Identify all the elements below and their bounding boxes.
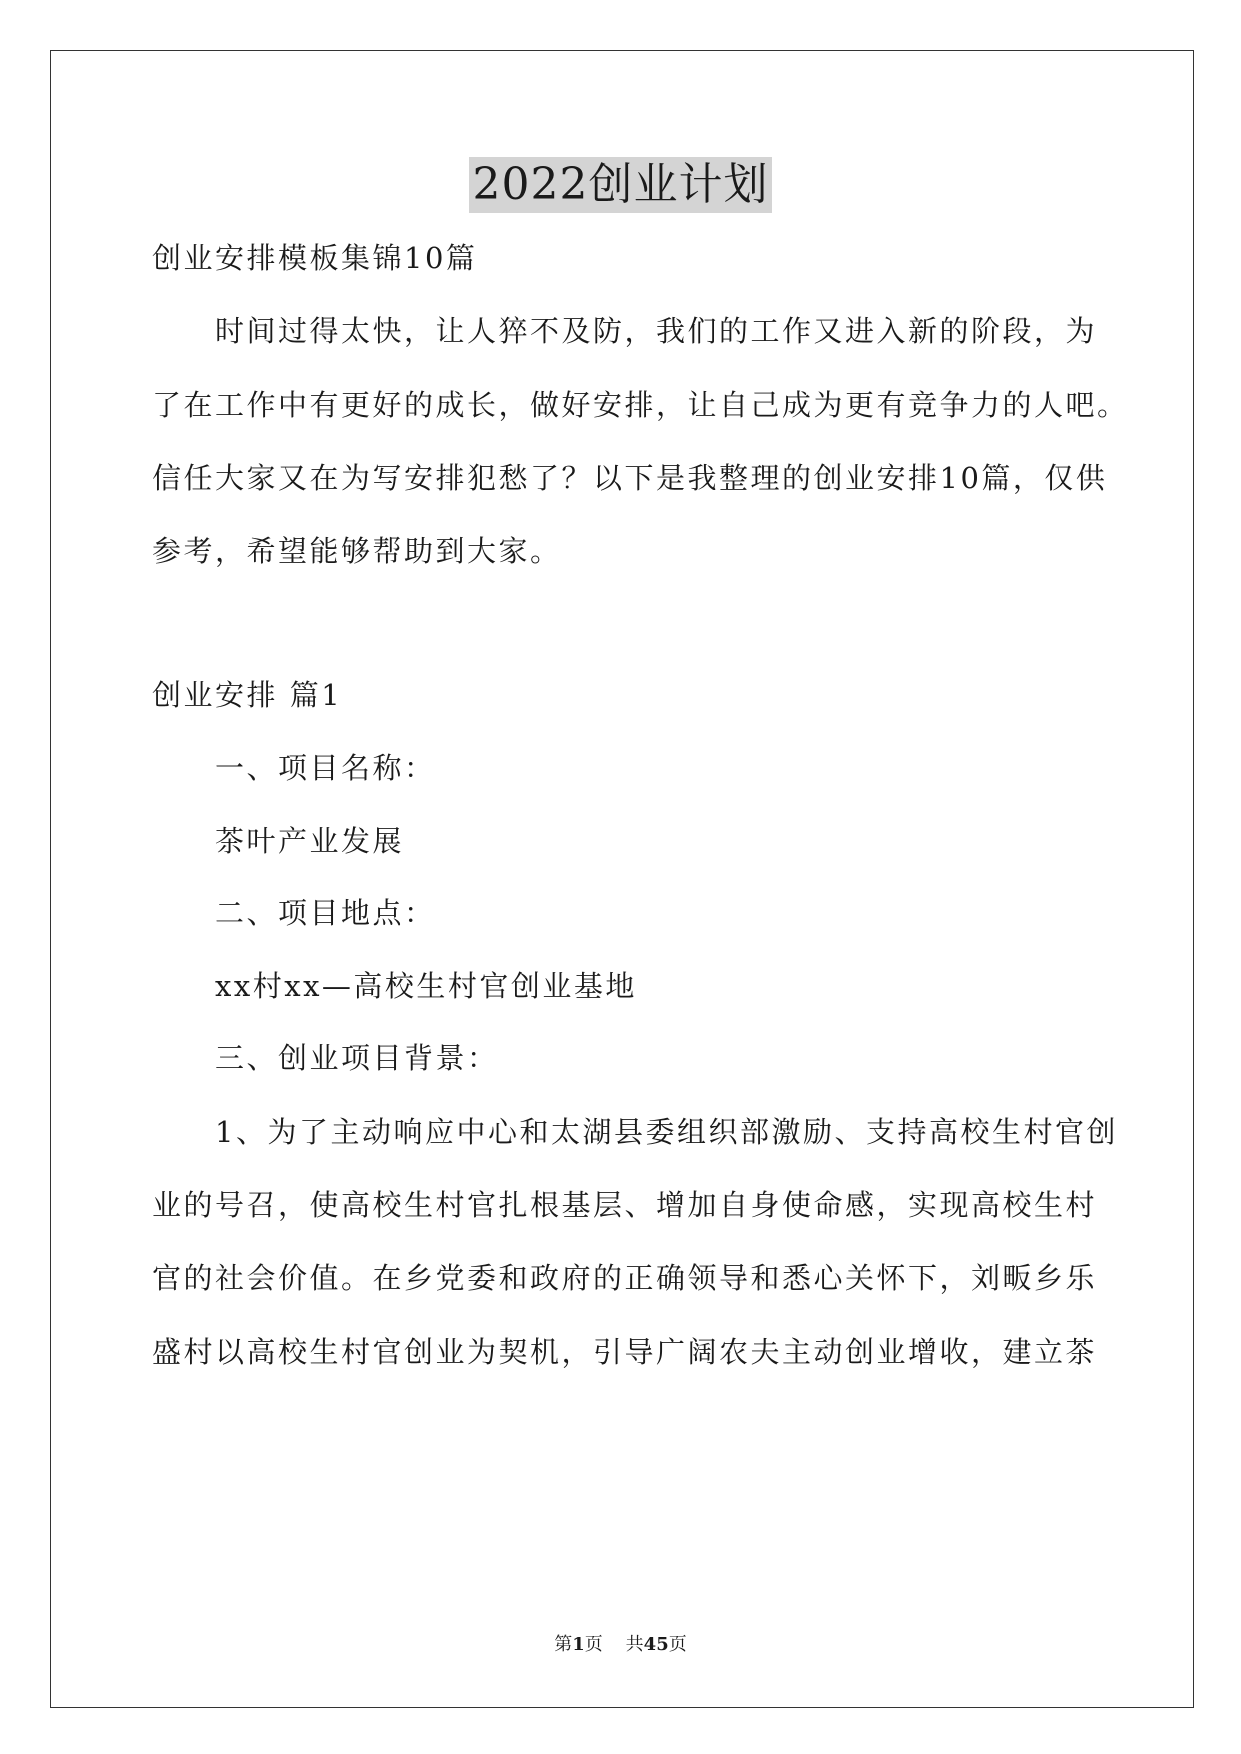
intro-line-3: 信任大家又在为写安排犯愁了？以下是我整理的创业安排10篇，仅供	[152, 461, 1108, 495]
item1-value: 茶叶产业发展	[215, 824, 405, 858]
subtitle: 创业安排模板集锦10篇	[152, 241, 478, 275]
item2-heading: 二、项目地点：	[215, 896, 436, 930]
para-line-2: 业的号召，使高校生村官扎根基层、增加自身使命感，实现高校生村	[152, 1188, 1098, 1222]
title-wrap	[0, 157, 1241, 213]
item3-heading: 三、创业项目背景：	[215, 1041, 499, 1075]
footer-page-number: 1	[572, 1634, 585, 1655]
footer-mid: 页 共	[584, 1634, 644, 1655]
footer-prefix: 第	[554, 1634, 573, 1655]
page-footer	[0, 1633, 1241, 1657]
para-line-4: 盛村以高校生村官创业为契机，引导广阔农夫主动创业增收，建立茶	[152, 1335, 1098, 1369]
intro-line-1: 时间过得太快，让人猝不及防，我们的工作又进入新的阶段，为	[215, 314, 1098, 348]
document-title: 2022创业计划	[469, 157, 773, 213]
page-border	[50, 50, 1194, 1708]
para-line-3: 官的社会价值。在乡党委和政府的正确领导和悉心关怀下，刘畈乡乐	[152, 1261, 1098, 1295]
item2-value: xx村xx—高校生村官创业基地	[215, 969, 637, 1003]
para-line-1: 1、为了主动响应中心和太湖县委组织部激励、支持高校生村官创	[215, 1115, 1118, 1149]
footer-suffix: 页	[668, 1634, 687, 1655]
footer-total-pages: 45	[643, 1634, 669, 1655]
intro-line-4: 参考，希望能够帮助到大家。	[152, 534, 562, 568]
item1-heading: 一、项目名称：	[215, 751, 436, 785]
section-heading: 创业安排 篇1	[152, 678, 343, 712]
intro-line-2: 了在工作中有更好的成长，做好安排，让自己成为更有竞争力的人吧。	[152, 388, 1129, 422]
